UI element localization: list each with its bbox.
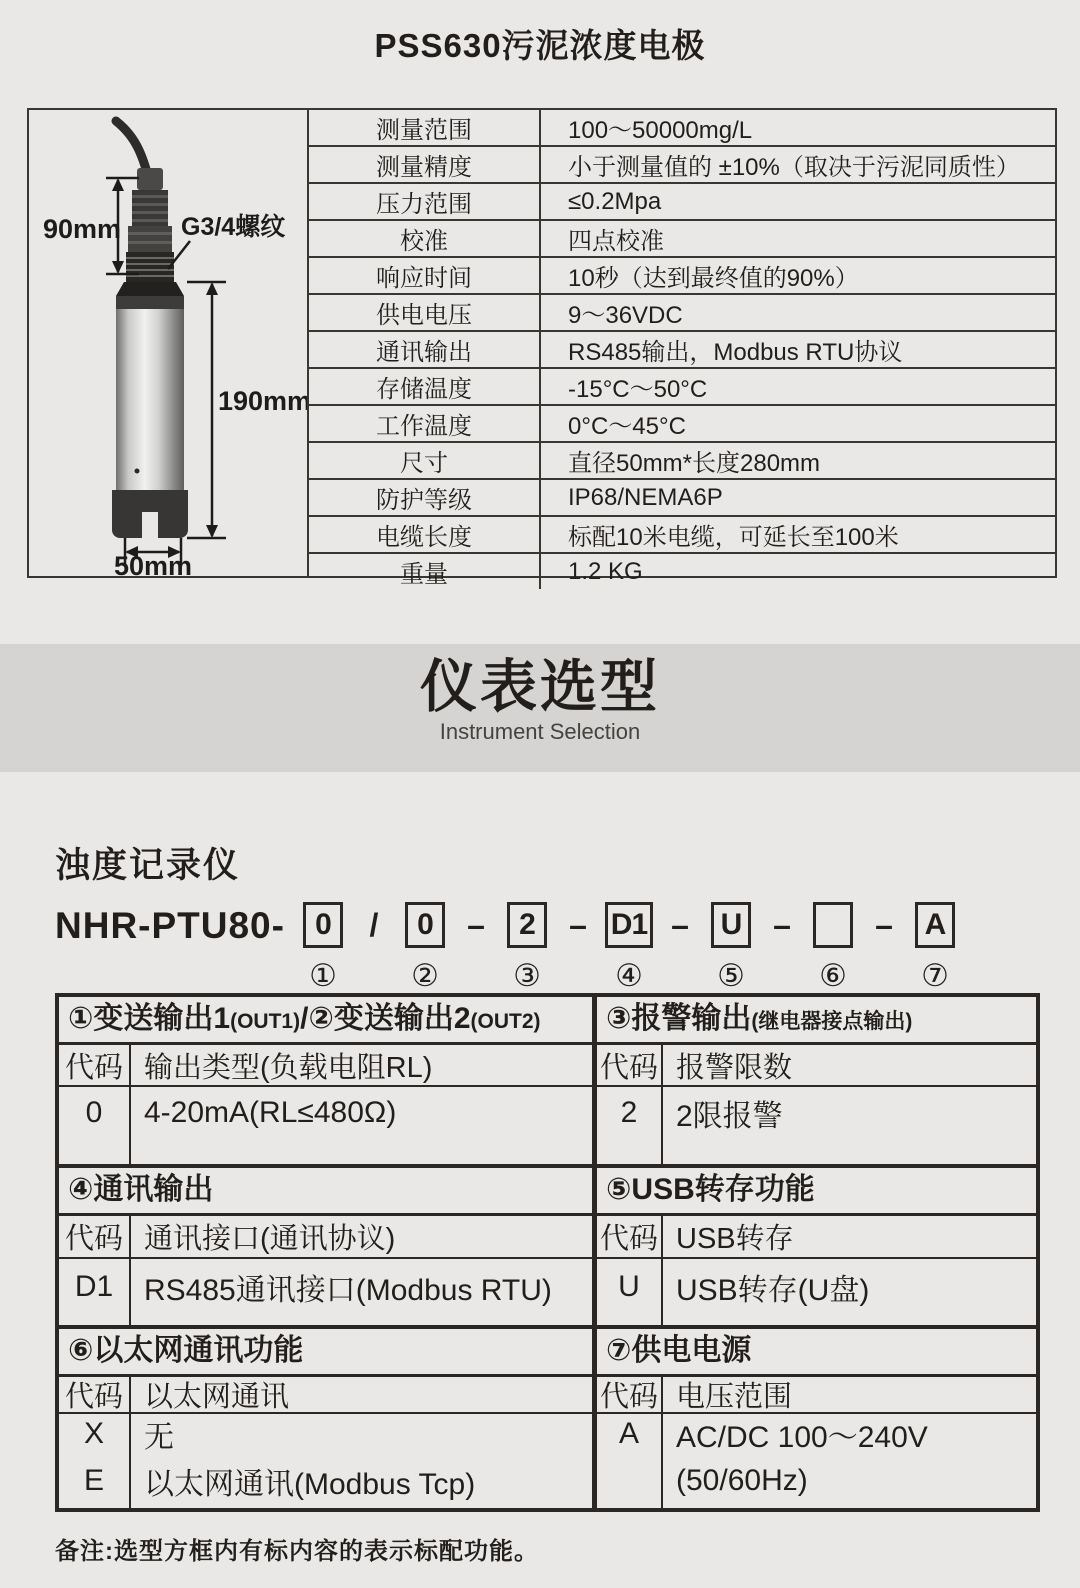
header-text: ①变送输出1: [68, 1002, 231, 1035]
section-banner-subtitle: Instrument Selection: [439, 719, 641, 744]
selection-table: [55, 993, 1040, 1512]
model-position-number: ④: [615, 958, 643, 993]
spec-label: 防护等级: [309, 480, 541, 515]
code-cell: [597, 1087, 663, 1164]
sensor-illustration-cell: [29, 110, 309, 576]
code-cell: [59, 1087, 131, 1164]
option-desc: USB转存(U盘): [676, 1274, 870, 1307]
selection-band-3: [59, 1325, 1036, 1508]
spec-row: [309, 110, 1055, 145]
group-grid: [59, 1045, 592, 1164]
spec-row: [309, 182, 1055, 219]
spec-label: 校准: [309, 221, 541, 256]
spec-value: 10秒（达到最终值的90%）: [568, 265, 859, 292]
spec-row: [309, 478, 1055, 515]
spec-value: -15°C～50°C: [568, 376, 708, 403]
sensor-body: [112, 168, 188, 538]
code-cell: [59, 1259, 131, 1325]
group-header: [59, 1168, 592, 1216]
header-text: ⑥以太网通讯功能: [68, 1334, 304, 1367]
code-cell: [59, 1414, 131, 1508]
option-code: X: [83, 1417, 104, 1450]
option-desc: 以太网通讯(Modbus Tcp): [144, 1468, 476, 1501]
spec-label: 电缆长度: [309, 517, 541, 552]
option-desc: AC/DC 100～240V: [676, 1421, 928, 1454]
header-text-small: (继电器接点输出): [751, 1010, 913, 1033]
group-transmit-output: [59, 997, 597, 1164]
group-comm-output: [59, 1168, 597, 1325]
model-code-box: 0: [405, 902, 445, 948]
desc-column-header: USB转存: [663, 1216, 1036, 1259]
desc-cell: [663, 1087, 1036, 1164]
desc-cell: [663, 1414, 1036, 1508]
code-column-header: 代码: [59, 1216, 131, 1259]
option-desc: 2限报警: [676, 1100, 783, 1133]
desc-cell: [131, 1087, 592, 1164]
footnote: 备注:选型方框内有标内容的表示标配功能。: [55, 1538, 539, 1565]
spec-row: [309, 441, 1055, 478]
group-power-supply: [597, 1329, 1036, 1508]
model-position-number: ③: [513, 958, 541, 993]
code-separator: –: [773, 907, 791, 943]
option-code: A: [618, 1417, 639, 1450]
desc-column-header: 电压范围: [663, 1377, 1036, 1414]
model-position-number: ⑥: [819, 958, 847, 993]
spec-value: 0°C～45°C: [568, 413, 686, 440]
code-separator: –: [467, 907, 485, 943]
model-code-line: [55, 902, 959, 993]
code-column-header: 代码: [597, 1377, 663, 1414]
spec-row: [309, 404, 1055, 441]
code-column-header: 代码: [59, 1045, 131, 1087]
group-grid: [597, 1045, 1036, 1164]
desc-cell: [663, 1259, 1036, 1325]
spec-row: [309, 330, 1055, 367]
group-grid: [597, 1216, 1036, 1325]
code-separator: /: [369, 907, 379, 943]
option-code: D1: [74, 1270, 114, 1303]
option-desc: 4-20mA(RL≤480Ω): [144, 1096, 397, 1129]
group-header: [597, 1168, 1036, 1216]
model-code-slot-6: [809, 902, 857, 993]
group-header: [597, 1329, 1036, 1377]
header-text: ③报警输出: [606, 1002, 752, 1035]
group-grid: [59, 1377, 592, 1508]
header-text: ⑦供电电源: [606, 1334, 752, 1367]
desc-column-header: 输出类型(负载电阻RL): [131, 1045, 592, 1087]
spec-label: 工作温度: [309, 406, 541, 441]
header-text: ④通讯输出: [68, 1173, 214, 1206]
product-name: 浊度记录仪: [55, 846, 241, 885]
spec-value: 100～50000mg/L: [568, 117, 753, 144]
desc-column-header: 以太网通讯: [131, 1377, 592, 1414]
header-text: ⑤USB转存功能: [606, 1173, 815, 1206]
spec-value: 直径50mm*长度280mm: [568, 450, 821, 477]
dim-50mm-label: 50mm: [113, 551, 193, 576]
group-alarm-output: [597, 997, 1036, 1164]
spec-value: IP68/NEMA6P: [568, 483, 723, 511]
model-code-box: 0: [303, 902, 343, 948]
header-text-small: (OUT2): [470, 1010, 541, 1033]
code-column-header: 代码: [597, 1045, 663, 1087]
spec-value: 9～36VDC: [568, 302, 683, 329]
spec-row: [309, 552, 1055, 589]
desc-cell: [131, 1259, 592, 1325]
spec-label: 重量: [309, 554, 541, 589]
option-code: E: [83, 1464, 104, 1497]
option-code: U: [618, 1270, 640, 1303]
code-separator: –: [875, 907, 893, 943]
desc-column-header: 通讯接口(通讯协议): [131, 1216, 592, 1259]
spec-row: [309, 367, 1055, 404]
option-desc: 无: [144, 1421, 174, 1454]
spec-value: RS485输出，Modbus RTU协议: [568, 339, 903, 366]
group-header: [59, 1329, 592, 1377]
header-text-small: (OUT1): [230, 1010, 301, 1033]
spec-value: 小于测量值的 ±10%（取决于污泥同质性）: [568, 154, 1020, 181]
spec-label: 尺寸: [309, 443, 541, 478]
model-code-slot-1: [299, 902, 347, 993]
spec-label: 通讯输出: [309, 332, 541, 367]
model-code-box: D1: [605, 902, 653, 948]
code-separator: –: [569, 907, 587, 943]
thread-label: G3/4螺纹: [181, 213, 286, 241]
model-position-number: ⑦: [921, 958, 949, 993]
group-header: [597, 997, 1036, 1045]
model-code-box: [813, 902, 853, 948]
sensor-cable: [116, 121, 148, 176]
model-selection: [55, 838, 959, 993]
spec-table: [27, 108, 1057, 588]
option-desc: RS485通讯接口(Modbus RTU): [144, 1274, 552, 1307]
dim-190mm-label: 190mm: [218, 386, 307, 416]
spec-row: [309, 256, 1055, 293]
page-title: PSS630污泥浓度电极: [374, 27, 706, 64]
spec-value: 1.2 KG: [568, 557, 643, 585]
sensor-diagram: [29, 110, 307, 576]
desc-cell: [131, 1414, 592, 1508]
model-code-box: 2: [507, 902, 547, 948]
section-banner-title: 仪表选型: [420, 655, 660, 719]
code-cell: [597, 1414, 663, 1508]
spec-row: [309, 145, 1055, 182]
spec-row: [309, 515, 1055, 552]
model-code-slot-7: [911, 902, 959, 993]
group-header: [59, 997, 592, 1045]
section-banner: [0, 644, 1080, 772]
spec-row: [309, 293, 1055, 330]
model-code-slot-4: [605, 902, 653, 993]
model-code-box: U: [711, 902, 751, 948]
model-position-number: ②: [411, 958, 439, 993]
spec-label: 测量范围: [309, 110, 541, 145]
header-text: ②变送输出2: [308, 1002, 471, 1035]
model-code-slot-5: [707, 902, 755, 993]
code-cell: [597, 1259, 663, 1325]
group-grid: [59, 1216, 592, 1325]
model-code-slot-3: [503, 902, 551, 993]
model-code-box: A: [915, 902, 955, 948]
dim-90mm-label: 90mm: [43, 214, 122, 244]
model-position-number: ⑤: [717, 958, 745, 993]
group-ethernet: [59, 1329, 597, 1508]
spec-rows: [309, 110, 1055, 588]
spec-label: 存储温度: [309, 369, 541, 404]
spec-label: 压力范围: [309, 184, 541, 219]
model-position-number: ①: [309, 958, 337, 993]
spec-label: 响应时间: [309, 258, 541, 293]
header-separator: /: [300, 1002, 309, 1035]
spec-value: ≤0.2Mpa: [568, 187, 662, 215]
model-prefix: NHR-PTU80-: [55, 905, 285, 946]
spec-label: 供电电压: [309, 295, 541, 330]
group-grid: [597, 1377, 1036, 1508]
desc-column-header: 报警限数: [663, 1045, 1036, 1087]
group-usb-dump: [597, 1168, 1036, 1325]
spec-value: 四点校准: [568, 228, 664, 255]
spec-label: 测量精度: [309, 147, 541, 182]
selection-band-1: [59, 997, 1036, 1164]
option-code: 2: [620, 1096, 638, 1129]
model-code-slot-2: [401, 902, 449, 993]
spec-value: 标配10米电缆，可延长至100米: [568, 524, 899, 551]
code-column-header: 代码: [59, 1377, 131, 1414]
option-code: 0: [85, 1096, 103, 1129]
code-separator: –: [671, 907, 689, 943]
spec-row: [309, 219, 1055, 256]
option-desc: (50/60Hz): [676, 1464, 808, 1497]
selection-band-2: [59, 1164, 1036, 1325]
code-column-header: 代码: [597, 1216, 663, 1259]
